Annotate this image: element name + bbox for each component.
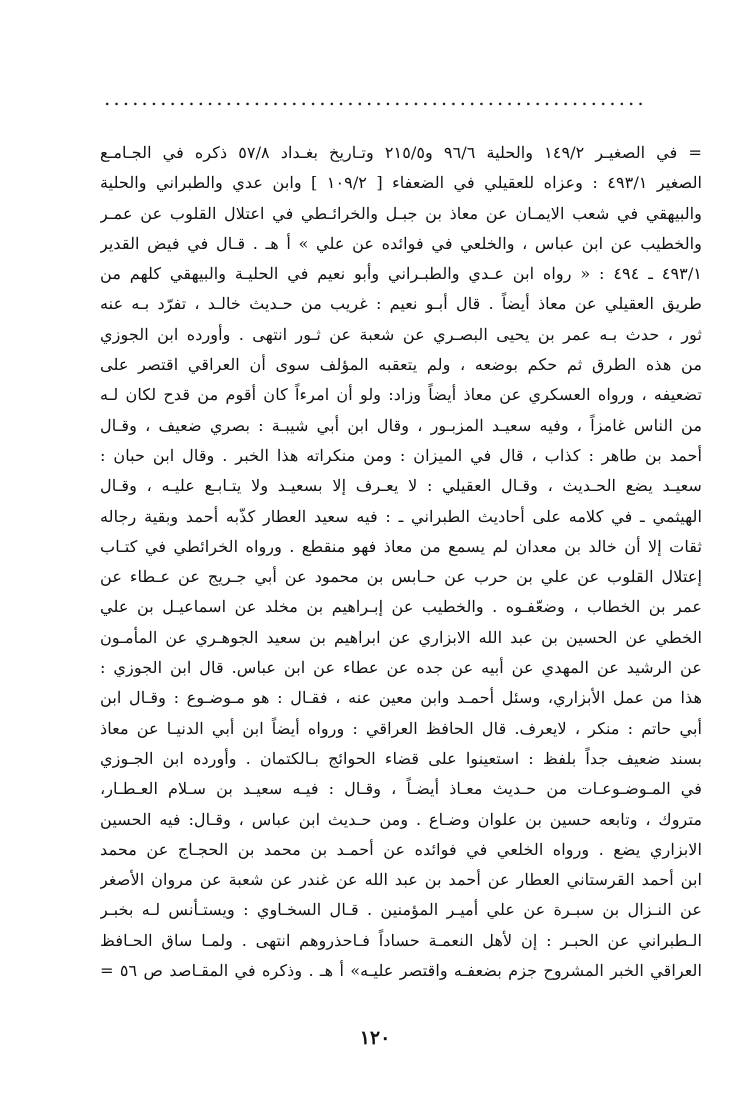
text-line: سعيـد يضع الحـديث ، وقـال العقيلي : لا يعـرف إلا بسعيـد ولا يتـابـع عليـه ، وقـال bbox=[100, 476, 702, 496]
text-line: طريق العقيلي عن معاذ أيضاً . قال أبـو نعيم : غريب من حـديث خالـد ، تفرّد بـه عنه bbox=[100, 294, 702, 314]
text-line: من هذه الطرق ثم حكم بوضعه ، ولم يتعقبه المؤلف سوى أن العراقي اقتصر على bbox=[100, 355, 702, 375]
text-line: عن النـزال بن سبـرة عن علي أميـر المؤمنين . قـال السخـاوي : ويستـأنس لـه بخبـر bbox=[100, 900, 702, 920]
text-line: = في الصغيـر ١٤٩/٢ والحلية ٩٦/٦ و٢١٥/٥ وتـاريخ بغـداد ٥٧/٨ ذكره في الجـامـع bbox=[100, 143, 702, 162]
text-line: عمر بن الخطاب ، وضعّفـوه . والخطيب عن إبـراهيم بن مخلد عن اسماعيـل بن علي bbox=[100, 597, 702, 617]
footnote-text-block bbox=[100, 138, 702, 986]
text-line: الصغير ٤٩٣/١ : وعزاه للعقيلي في الضعفاء [ ١٠٩/٢ ] وابن عدي والطبراني والحلية bbox=[100, 173, 702, 193]
text-line: العراقي الخبر المشروح جزم بضعفـه واقتصر عليـه» أ هـ . وذكره في المقـاصد ص ٥٦ = bbox=[100, 961, 702, 981]
text-line: بسند ضعيف جداً بلفظ : استعينوا على قضاء الحوائج بـالكتمان . وأورده ابن الجـوزي bbox=[100, 748, 702, 768]
text-line: متروك ، وتابعه حسين بن علوان وضـاع . ومن حـديث ابن عباس ، وقـال: فيه الحسين bbox=[100, 809, 702, 829]
text-line: أبي حاتم : منكر ، لايعرف. قال الحافظ العراقي : ورواه أيضاً ابن أبي الدنيـا عن معاذ bbox=[100, 718, 702, 738]
text-line: الابزاري يضع . ورواه الخلعي في فوائده عن أحمـد بن محمد بن الحجـاج عن محمد bbox=[100, 839, 702, 859]
text-line: الـطبراني عن الحبـر : إن لأهل النعمـة حساداً فـاحذروهم انتهى . ولمـا ساق الحـافظ bbox=[100, 930, 702, 950]
text-line: في المـوضـوعـات من حـديث معـاذ أيضـاً ، وقـال : فيـه سعيـد بن سـلام العـطـار، bbox=[100, 779, 702, 799]
page-number: ١٢٠ bbox=[359, 1027, 391, 1049]
text-line: الخطي عن الحسين بن عبد الله الابزاري عن ابراهيم بن سعيد الجوهـري عن المأمـون bbox=[100, 627, 702, 647]
text-line: عن الرشيد عن المهدي عن أبيه عن جده عن عطاء عن ابن عباس. قال ابن الجوزي : bbox=[100, 658, 702, 678]
text-line: أحمد بن طاهر : كذاب ، قال في الميزان : ومن منكراته هذا الخبر . وقال ابن حبان : bbox=[100, 445, 702, 465]
text-line: هذا من عمل الأبزاري، وسئل أحمـد وابن معين عنه ، فقـال : هو مـوضـوع : وقـال ابن bbox=[100, 688, 702, 708]
text-line: تضعيفه ، ورواه العسكري عن معاذ أيضاً وزاد: ولو أن امرءاً كان أقوم من قدح لكان لـه bbox=[100, 385, 702, 405]
text-line: إعتلال القلوب عن علي بن حرب عن حـابس بن محمود عن أبي جـريج عن عـطاء عن bbox=[100, 567, 702, 587]
text-line: من الناس غامزاً ، وفيه سعيـد المزبـور ، وقال ابن أبي شيبـة : بصري ضعيف ، وقـال bbox=[100, 415, 702, 435]
text-line: الهيثمي ـ في كلامه على أحاديث الطبراني ـ : فيه سعيد العطار كذّبه أحمد وبقية رجاله bbox=[100, 506, 702, 526]
text-line: ٤٩٣/١ ـ ٤٩٤ : « رواه ابن عـدي والطبـراني وأبو نعيم في الحليـة والبيهقي كلهم من bbox=[100, 264, 702, 284]
text-line: ثقات إلا أن خالد بن معدان لم يسمع من معاذ فهو منقطع . ورواه الخرائطي في كتـاب bbox=[100, 536, 702, 556]
text-line: ثور ، حدث بـه عمر بن يحيى البصـري عن شعبة عن ثـور انتهى . وأورده ابن الجوزي bbox=[100, 324, 702, 344]
text-line: والخطيب عن ابن عباس ، والخلعي في فوائده عن علي » أ هـ . قـال في فيض القدير bbox=[100, 233, 702, 253]
text-line: ابن أحمد القرستاني العطار عن أحمد بن عبد الله عن غندر عن شعبة عن مروان الأصغر bbox=[100, 870, 702, 890]
header-dotted-separator: .......................................................... bbox=[104, 86, 647, 108]
text-line: والبيهقي في شعب الايمـان عن معاذ بن جبـل والخرائـطي في اعتلال القلوب عن عمـر bbox=[100, 203, 702, 223]
